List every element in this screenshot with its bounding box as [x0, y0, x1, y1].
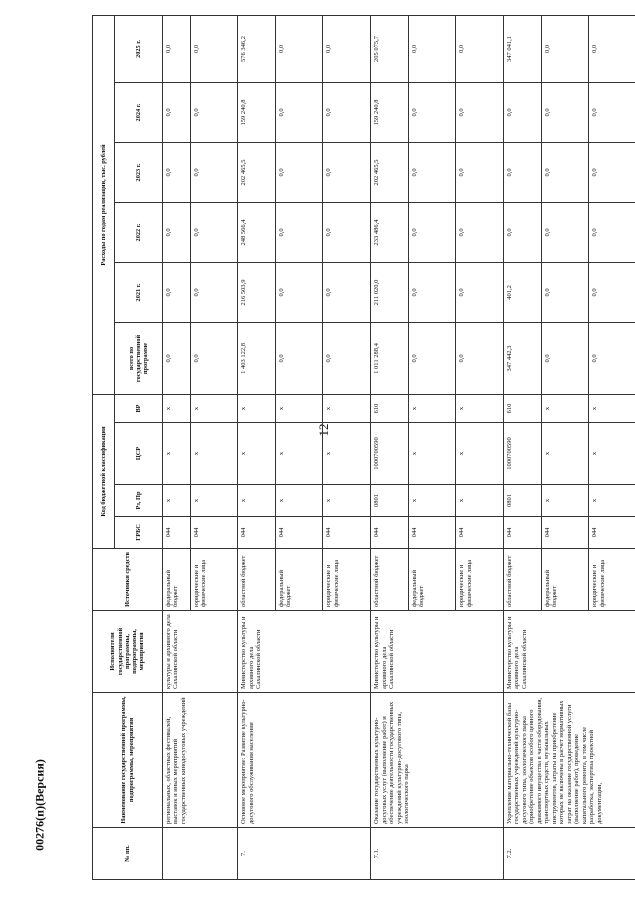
cell-year-value: 0,0 [163, 142, 191, 202]
header-csr: ЦСР [115, 423, 163, 485]
cell-year-value: 0,0 [190, 15, 238, 82]
cell-source: федеральный бюджет [163, 549, 191, 611]
header-number: № пп. [93, 828, 163, 880]
cell-csr: x [541, 423, 589, 485]
cell-source: областной бюджет [238, 549, 276, 611]
header-vr: ВР [115, 394, 163, 422]
cell-vr: 610 [371, 394, 409, 422]
cell-year-value: 0,0 [408, 15, 456, 82]
header-expenses: Расходы по годам реализации, тыс. рублей [93, 15, 115, 394]
cell-year-value: 401,2 [504, 262, 542, 322]
cell-source: федеральный бюджет [275, 549, 323, 611]
cell-year-value: 0,0 [456, 142, 504, 202]
cell-year-value: 0,0 [323, 142, 371, 202]
row-name: региональных, областных фестивалей, выставок и иных мероприятий государственных кинодосуговых учреждений [163, 693, 238, 828]
cell-year-value: 0,0 [589, 202, 635, 262]
cell-vr: 610 [504, 394, 542, 422]
cell-year-value: 0,0 [190, 262, 238, 322]
cell-year-value: 248 566,4 [238, 202, 276, 262]
row-number [163, 828, 238, 880]
page-number: 12 [316, 423, 331, 437]
row-number: 7.1. [371, 828, 504, 880]
cell-year-value: 0,0 [408, 142, 456, 202]
cell-vr: x [163, 394, 191, 422]
cell-grbs: 044 [371, 517, 409, 549]
row-name: Оказание государственных культурно-досуговых услуг (выполнение работ) и обеспечение деятельности государственных учреждений культурно-досугового типа, зоологического парка [371, 693, 504, 828]
header-rzpr: Рз, Пр [115, 485, 163, 517]
table-row [371, 15, 409, 879]
cell-year-value: 0,0 [456, 202, 504, 262]
cell-source: юридические и физические лица [190, 549, 238, 611]
cell-grbs: 044 [504, 517, 542, 549]
table-body [163, 15, 635, 879]
cell-year-value: 202 465,5 [238, 142, 276, 202]
cell-grbs: 044 [275, 517, 323, 549]
row-executor: Министерство культуры и архивного дела Сахалинской области [238, 611, 371, 693]
cell-rzpr: x [190, 485, 238, 517]
cell-year-value: 0,0 [408, 262, 456, 322]
cell-year-value: 0,0 [541, 15, 589, 82]
cell-csr: x [323, 423, 371, 485]
cell-vr: x [275, 394, 323, 422]
cell-source: юридические и физические лица [589, 549, 635, 611]
cell-rzpr: x [541, 485, 589, 517]
cell-source: федеральный бюджет [541, 549, 589, 611]
cell-vr: x [589, 394, 635, 422]
header-year: 2023 г. [115, 142, 163, 202]
cell-source: областной бюджет [371, 549, 409, 611]
cell-grbs: 044 [163, 517, 191, 549]
header-executors: Исполнители государственной программы, подпрограммы, мероприятия [93, 611, 163, 693]
table-header [93, 15, 163, 879]
cell-year-value: 0,0 [456, 262, 504, 322]
cell-year-value: 216 503,9 [238, 262, 276, 322]
cell-total: 0,0 [456, 322, 504, 394]
cell-year-value: 0,0 [504, 82, 542, 142]
cell-year-value: 0,0 [323, 82, 371, 142]
cell-year-value: 159 240,8 [371, 82, 409, 142]
cell-vr: x [408, 394, 456, 422]
cell-year-value: 0,0 [323, 262, 371, 322]
cell-year-value: 0,0 [456, 82, 504, 142]
cell-source: юридические и физические лица [456, 549, 504, 611]
cell-grbs: 044 [589, 517, 635, 549]
header-grbs: ГРБС [115, 517, 163, 549]
cell-year-value: 0,0 [275, 202, 323, 262]
cell-total: 347 442,3 [504, 322, 542, 394]
cell-vr: x [238, 394, 276, 422]
cell-year-value: 159 240,8 [238, 82, 276, 142]
cell-year-value: 0,0 [190, 142, 238, 202]
cell-vr: x [456, 394, 504, 422]
cell-csr: x [163, 423, 191, 485]
cell-total: 1 011 288,4 [371, 322, 409, 394]
document-code: 00276(п)(Версия) [32, 759, 47, 851]
cell-rzpr: x [275, 485, 323, 517]
header-budget-classification: Код бюджетной классификации [93, 394, 115, 548]
cell-csr: x [589, 423, 635, 485]
budget-table [92, 15, 635, 880]
cell-rzpr: x [589, 485, 635, 517]
cell-year-value: 576 346,2 [238, 15, 276, 82]
cell-year-value: 0,0 [163, 202, 191, 262]
cell-year-value: 0,0 [541, 262, 589, 322]
cell-year-value: 0,0 [541, 142, 589, 202]
cell-year-value: 205 075,7 [371, 15, 409, 82]
cell-grbs: 044 [238, 517, 276, 549]
cell-rzpr: x [456, 485, 504, 517]
row-executor: культуры и архивного дела Сахалинской области [163, 611, 238, 693]
cell-year-value: 202 465,5 [371, 142, 409, 202]
cell-year-value: 0,0 [504, 202, 542, 262]
cell-rzpr: 0801 [371, 485, 409, 517]
cell-csr: 1000700590 [371, 423, 409, 485]
cell-total: 0,0 [275, 322, 323, 394]
header-year: 2021 г. [115, 262, 163, 322]
cell-csr: x [238, 423, 276, 485]
cell-year-value: 0,0 [541, 202, 589, 262]
cell-year-value: 0,0 [323, 15, 371, 82]
cell-vr: x [541, 394, 589, 422]
cell-year-value: 0,0 [275, 82, 323, 142]
cell-year-value: 0,0 [163, 262, 191, 322]
cell-year-value: 0,0 [408, 202, 456, 262]
cell-source: федеральный бюджет [408, 549, 456, 611]
table-row [163, 15, 191, 879]
row-number: 7.2. [504, 828, 635, 880]
cell-grbs: 044 [456, 517, 504, 549]
cell-year-value: 0,0 [275, 15, 323, 82]
cell-total: 0,0 [323, 322, 371, 394]
cell-rzpr: x [163, 485, 191, 517]
cell-year-value: 0,0 [541, 82, 589, 142]
cell-year-value: 0,0 [589, 82, 635, 142]
cell-rzpr: x [408, 485, 456, 517]
cell-year-value: 0,0 [275, 142, 323, 202]
cell-total: 0,0 [190, 322, 238, 394]
header-name: Наименование государственной программы, подпрограммы, мероприятия [93, 693, 163, 828]
row-executor: Министерство культуры и архивного дела Сахалинской области [371, 611, 504, 693]
cell-total: 0,0 [541, 322, 589, 394]
row-executor: Министерство культуры и архивного дела Сахалинской области [504, 611, 635, 693]
cell-source: областной бюджет [504, 549, 542, 611]
cell-year-value: 211 020,0 [371, 262, 409, 322]
row-name: Основное мероприятие: Развитие культурно-досугового обслуживания населения [238, 693, 371, 828]
cell-rzpr: x [238, 485, 276, 517]
cell-vr: x [323, 394, 371, 422]
cell-year-value: 0,0 [589, 15, 635, 82]
cell-total: 0,0 [408, 322, 456, 394]
cell-year-value: 0,0 [504, 142, 542, 202]
cell-year-value: 0,0 [589, 262, 635, 322]
row-name: Укрепление материально-технической базы государственных учреждений культурно-досугового типа, зоологического парка (приобретение объектов особого ценного движимого имущества в части оборудования, транспортных средств, музыкальных инструментов, затраты на приобретение которых не включены в расчет нормативных затрат на оказание государственной услуги (выполнение работ), проведение капитального ремонта, в том числе разработка, экспертиза проектной документации, [504, 693, 635, 828]
cell-year-value: 233 486,4 [371, 202, 409, 262]
cell-rzpr: 0801 [504, 485, 542, 517]
cell-csr: x [408, 423, 456, 485]
cell-year-value: 0,0 [163, 82, 191, 142]
table-row [504, 15, 542, 879]
cell-csr: x [190, 423, 238, 485]
cell-year-value: 0,0 [190, 82, 238, 142]
cell-year-value: 0,0 [163, 15, 191, 82]
cell-source: юридические и физические лица [323, 549, 371, 611]
cell-csr: 1000700590 [504, 423, 542, 485]
header-sources: Источники средств [93, 549, 163, 611]
row-number: 7. [238, 828, 371, 880]
cell-grbs: 044 [541, 517, 589, 549]
header-total: всего по государственной программе [115, 322, 163, 394]
cell-csr: x [275, 423, 323, 485]
cell-year-value: 0,0 [323, 202, 371, 262]
table-row [238, 15, 276, 879]
cell-vr: x [190, 394, 238, 422]
cell-year-value: 0,0 [456, 15, 504, 82]
cell-rzpr: x [323, 485, 371, 517]
cell-grbs: 044 [190, 517, 238, 549]
cell-year-value: 347 041,1 [504, 15, 542, 82]
cell-total: 1 403 122,8 [238, 322, 276, 394]
header-year: 2022 г. [115, 202, 163, 262]
header-year: 2025 г. [115, 15, 163, 82]
cell-year-value: 0,0 [275, 262, 323, 322]
header-year: 2024 г. [115, 82, 163, 142]
cell-grbs: 044 [408, 517, 456, 549]
cell-total: 0,0 [163, 322, 191, 394]
cell-year-value: 0,0 [408, 82, 456, 142]
cell-total: 0,0 [589, 322, 635, 394]
cell-csr: x [456, 423, 504, 485]
cell-year-value: 0,0 [190, 202, 238, 262]
rotated-table-container [92, 20, 635, 880]
cell-grbs: 044 [323, 517, 371, 549]
cell-year-value: 0,0 [589, 142, 635, 202]
